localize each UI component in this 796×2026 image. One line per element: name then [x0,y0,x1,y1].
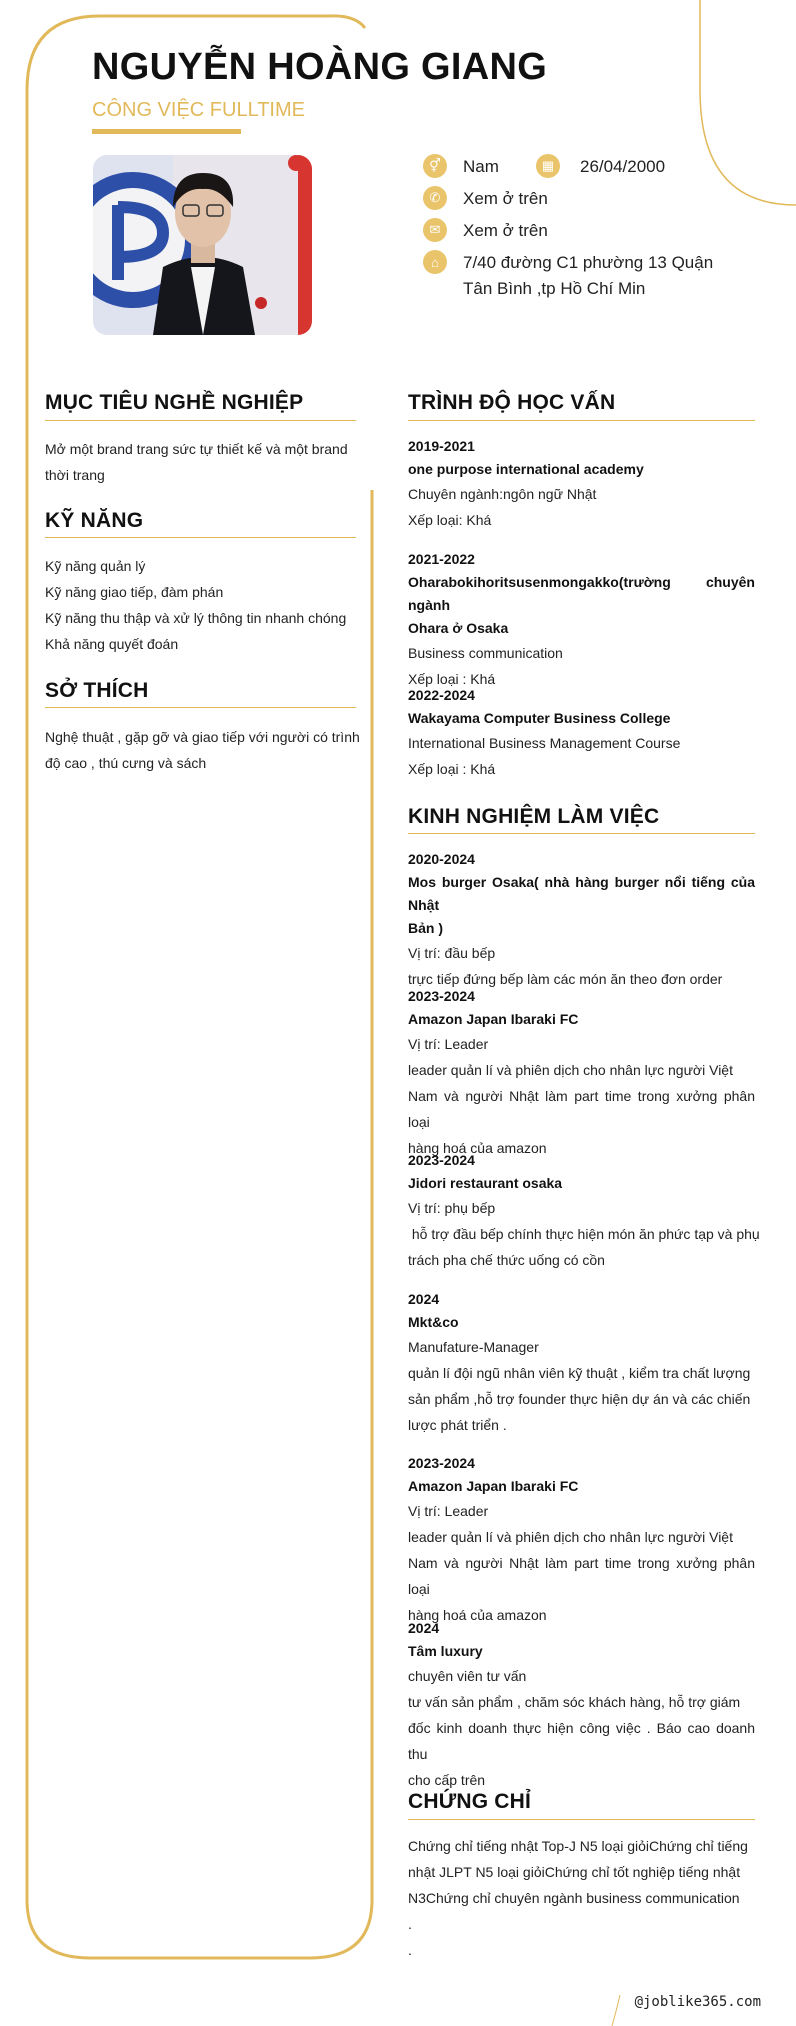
skill-item: Kỹ năng giao tiếp, đàm phán [45,584,224,600]
hobbies-divider [45,707,356,708]
email-icon: ✉ [423,218,447,242]
certificates-title: CHỨNG CHỈ [408,1790,532,1813]
education-title: TRÌNH ĐỘ HỌC VẤN [408,391,616,414]
phone-icon: ✆ [423,186,447,210]
experience-entry: 2020-2024 Mos burger Osaka( nhà hàng burger nổi tiếng của Nhật Bản ) Vị trí: đầu bếp trực tiếp đứng bếp làm các món ăn theo đơn order [408,851,755,987]
gender-value: Nam [463,157,499,176]
birthday-value: 26/04/2000 [580,157,666,176]
experience-title: KINH NGHIỆM LÀM VIỆC [408,805,660,828]
education-divider [408,420,755,421]
address-line-2: Tân Bình ,tp Hồ Chí Min [463,279,646,298]
profile-photo [93,155,312,335]
experience-entry: 2024 Mkt&co Manufature-Manager quản lí đội ngũ nhân viên kỹ thuật , kiểm tra chất lượng sản phẩm ,hỗ trợ founder thực hiện dự án và các chiến lược phát triển . [408,1291,751,1433]
skill-item: Kỹ năng thu thập và xử lý thông tin nhanh chóng [45,610,347,626]
address-line-1: 7/40 đường C1 phường 13 Quận [463,253,714,272]
skills-divider [45,537,356,538]
job-title: CÔNG VIỆC FULLTIME [92,99,305,121]
experience-divider [408,833,755,834]
gender-row [423,154,499,180]
skills-list [45,553,365,657]
phone-row [423,186,548,212]
education-entry: 2022-2024 Wakayama Computer Business College International Business Management Course Xếp loại : Khá [408,687,681,777]
skill-item: Kỹ năng quản lý [45,558,146,574]
calendar-icon: ▦ [536,154,560,178]
home-icon: ⌂ [423,250,447,274]
gender-icon: ⚥ [423,154,447,178]
certificates-divider [408,1819,755,1820]
experience-entry: 2023-2024 Jidori restaurant osaka Vị trí: phụ bếp hỗ trợ đầu bếp chính thực hiện món ăn phức tạp và phụ trách pha chế thức uống có cồn [408,1152,760,1268]
experience-entry: 2023-2024 Amazon Japan Ibaraki FC Vị trí: Leader leader quản lí và phiên dịch cho nhân lực người Việt Nam và người Nhật làm part time trong xưởng phân loại hàng hoá của amazon [408,988,755,1156]
objective-title: MỤC TIÊU NGHỀ NGHIỆP [45,391,304,414]
candidate-name: NGUYỄN HOÀNG GIANG [92,46,548,88]
email-value: Xem ở trên [463,221,548,240]
hobbies-text: Nghệ thuật , gặp gỡ và giao tiếp với người có trình độ cao , thú cưng và sách [45,729,360,771]
skills-title: KỸ NĂNG [45,509,144,532]
education-entry: 2021-2022 Oharabokihoritsusenmongakko(trường chuyên ngành Ohara ở Osaka Business communication Xếp loại : Khá [408,551,755,687]
hobbies-title: SỞ THÍCH [45,679,149,702]
education-entry: 2019-2021 one purpose international academy Chuyên ngành:ngôn ngữ Nhật Xếp loại: Khá [408,438,644,528]
experience-entry: 2023-2024 Amazon Japan Ibaraki FC Vị trí: Leader leader quản lí và phiên dịch cho nhân lực người Việt Nam và người Nhật làm part time trong xưởng phân loại hàng hoá của amazon [408,1455,755,1623]
job-title-underline [92,129,241,134]
birthday-row [536,154,665,180]
watermark: @joblike365.com [634,1994,761,2010]
address-row [423,250,713,302]
skill-item: Khả năng quyết đoán [45,636,179,652]
phone-value: Xem ở trên [463,189,548,208]
objective-text: Mở một brand trang sức tự thiết kế và một brand thời trang [45,441,348,483]
email-row [423,218,548,244]
objective-divider [45,420,356,421]
certificates-text: Chứng chỉ tiếng nhật Top-J N5 loại giỏiChứng chỉ tiếng nhật JLPT N5 loại giỏiChứng chỉ tốt nghiệp tiếng nhật N3Chứng chỉ chuyên ngành business communication . . [408,1838,748,1958]
experience-entry: 2024 Tâm luxury chuyên viên tư vấn tư vấn sản phẩm , chăm sóc khách hàng, hỗ trợ giám đốc kinh doanh thực hiện công việc . Báo cao doanh thu cho cấp trên [408,1620,755,1788]
